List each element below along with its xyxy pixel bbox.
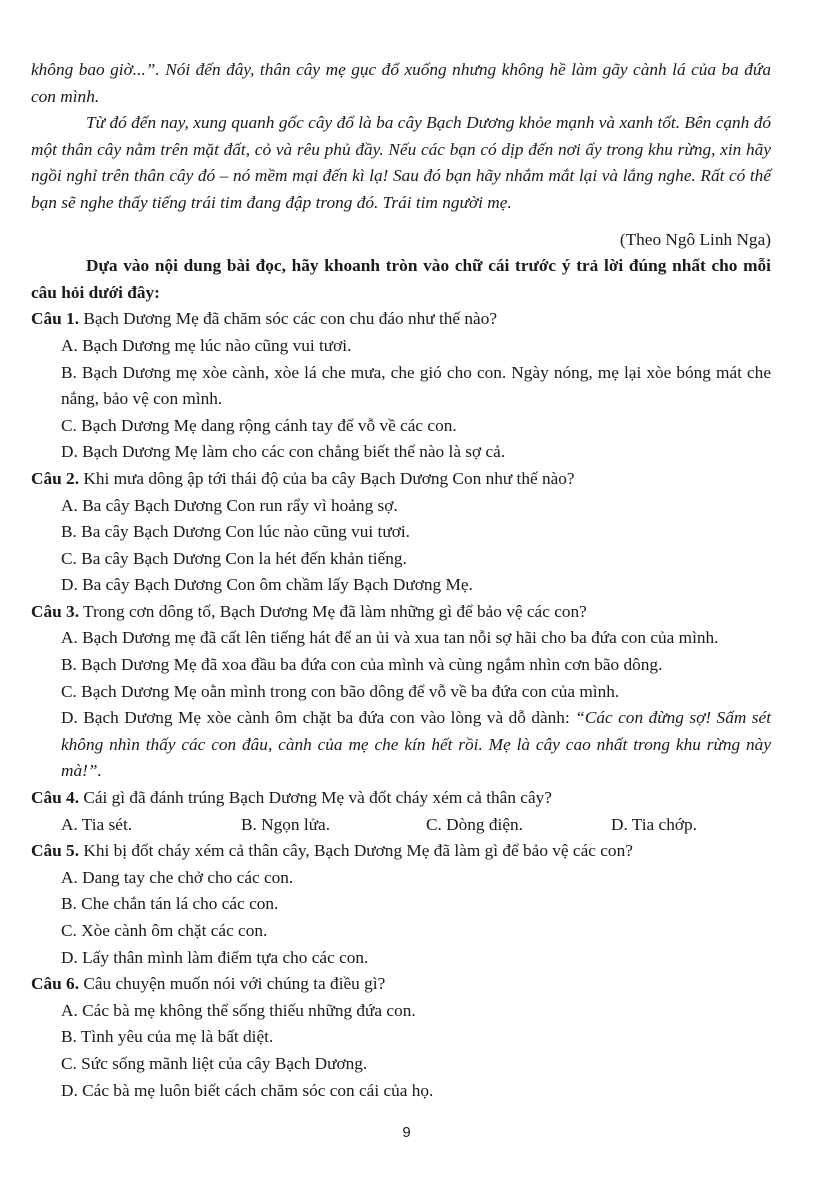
question-text: Câu chuyện muốn nói với chúng ta điều gì? <box>79 974 386 994</box>
option: D. Lấy thân mình làm điểm tựa cho các con. <box>61 947 369 967</box>
option: A. Bạch Dương mẹ lúc nào cũng vui tươi. <box>61 335 352 355</box>
option <box>31 705 771 785</box>
question-6 <box>31 971 771 1104</box>
option: A. Các bà mẹ không thể sống thiếu những đứa con. <box>61 1000 416 1020</box>
question-5 <box>31 838 771 971</box>
option: B. Ba cây Bạch Dương Con lúc nào cũng vui tươi. <box>61 522 410 542</box>
option: C. Ba cây Bạch Dương Con la hét đến khản tiếng. <box>61 548 407 568</box>
document-page <box>31 57 771 1104</box>
option-quote: “Các con đừng sợ! Sấm sét không nhìn thấy các con đâu, cành của mẹ che kín hết rồi. Mẹ là cây cao nhất trong khu rừng này mà!”. <box>61 708 771 781</box>
question-text: Bạch Dương Mẹ đã chăm sóc các con chu đáo như thế nào? <box>79 309 498 329</box>
instruction: Dựa vào nội dung bài đọc, hãy khoanh tròn vào chữ cái trước ý trả lời đúng nhất cho mỗi câu hỏi dưới đây: <box>31 256 771 302</box>
source-citation: (Theo Ngô Linh Nga) <box>619 229 771 249</box>
question-text: Khi bị đốt cháy xém cả thân cây, Bạch Dương Mẹ đã làm gì để bảo vệ các con? <box>79 841 633 861</box>
question-text: Trong cơn dông tố, Bạch Dương Mẹ đã làm những gì để bảo vệ các con? <box>79 601 587 621</box>
question-label: Câu 4. <box>31 788 80 808</box>
question-label: Câu 6. <box>31 974 80 994</box>
option: C. Bạch Dương Mẹ oằn mình trong con bão dông để vỗ về ba đứa con của mình. <box>61 681 620 701</box>
option: B. Tình yêu của mẹ là bất diệt. <box>61 1027 274 1047</box>
option: A. Ba cây Bạch Dương Con run rẩy vì hoảng sợ. <box>61 495 398 515</box>
option: A. Dang tay che chở cho các con. <box>61 867 294 887</box>
option: A. Tia sét. <box>61 814 133 834</box>
question-4 <box>31 785 771 838</box>
question-label: Câu 5. <box>31 841 80 861</box>
question-text: Cái gì đã đánh trúng Bạch Dương Mẹ và đốt cháy xém cả thân cây? <box>79 788 552 808</box>
page-number: 9 <box>402 1124 411 1141</box>
option: B. Bạch Dương mẹ xòe cành, xòe lá che mưa, che gió cho con. Ngày nóng, mẹ lại xòe bóng mát che nắng, bảo vệ con mình. <box>61 362 771 409</box>
option: C. Dòng điện. <box>426 814 523 834</box>
option: B. Ngọn lửa. <box>241 814 331 834</box>
option: D. Tia chớp. <box>611 814 697 834</box>
option: B. Che chắn tán lá cho các con. <box>61 894 279 914</box>
question-2 <box>31 466 771 599</box>
option: D. Các bà mẹ luôn biết cách chăm sóc con cái của họ. <box>61 1080 434 1100</box>
question-text: Khi mưa dông ập tới thái độ của ba cây Bạch Dương Con như thế nào? <box>79 468 575 488</box>
option: A. Bạch Dương mẹ đã cất lên tiếng hát để an ủi và xua tan nỗi sợ hãi cho ba đứa con của mình. <box>61 628 719 648</box>
question-label: Câu 3. <box>31 601 80 621</box>
option-text: D. Bạch Dương Mẹ xòe cành ôm chặt ba đứa con vào lòng và dỗ dành: <box>61 708 576 728</box>
question-3 <box>31 599 771 785</box>
option: B. Bạch Dương Mẹ đã xoa đầu ba đứa con của mình và cùng ngắm nhìn cơn bão dông. <box>61 655 663 675</box>
option: C. Xòe cành ôm chặt các con. <box>61 921 268 940</box>
passage-paragraph: không bao giờ...”. Nói đến đây, thân cây mẹ gục đổ xuống nhưng không hề làm gãy cành lá của ba đứa con mình. <box>31 60 771 106</box>
option: C. Sức sống mãnh liệt của cây Bạch Dương. <box>61 1053 368 1073</box>
passage-paragraph: Từ đó đến nay, xung quanh gốc cây đổ là ba cây Bạch Dương khỏe mạnh và xanh tốt. Bên cạnh đó một thân cây nằm trên mặt đất, cỏ và rêu phủ đầy. Nếu các bạn có dịp đến nơi ấy trong khu rừng, xin hãy ngồi nghỉ trên thân cây đó – nó mềm mại đến kì lạ! Sau đó bạn hãy nhắm mắt lại và lắng nghe. Rất có thể bạn sẽ nghe thấy tiếng trái tim đang đập trong đó. Trái tim người mẹ. <box>31 113 771 212</box>
question-label: Câu 1. <box>31 309 80 329</box>
question-label: Câu 2. <box>31 468 80 488</box>
option: C. Bạch Dương Mẹ dang rộng cánh tay để vỗ về các con. <box>61 415 457 435</box>
question-1 <box>31 306 771 466</box>
option: D. Bạch Dương Mẹ làm cho các con chẳng biết thế nào là sợ cả. <box>61 442 506 462</box>
option: D. Ba cây Bạch Dương Con ôm chầm lấy Bạch Dương Mẹ. <box>61 575 473 595</box>
